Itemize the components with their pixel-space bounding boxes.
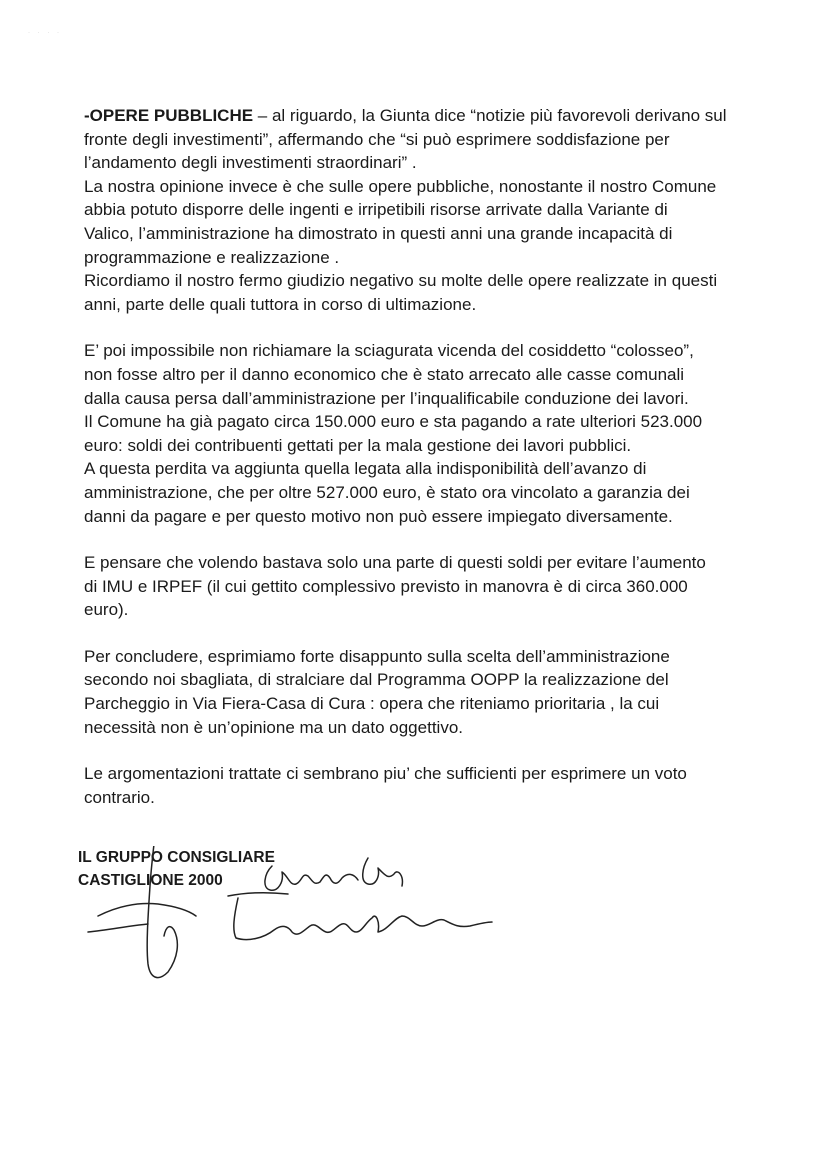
text-line: amministrazione, che per oltre 527.000 euro, è stato ora vincolato a garanzia dei <box>84 482 690 502</box>
document-body <box>84 104 764 809</box>
text-line: Ricordiamo il nostro fermo giudizio negativo su molte delle opere realizzate in questi <box>84 271 718 291</box>
text-line: euro: soldi dei contribuenti gettati per la mala gestione dei lavori pubblici. <box>84 435 632 455</box>
text-line: danni da pagare e per questo motivo non può essere impiegato diversamente. <box>84 506 673 526</box>
handwritten-signatures <box>78 846 518 986</box>
text-line: Valico, l’amministrazione ha dimostrato in questi anni una grande incapacità di <box>84 223 673 243</box>
scan-artifact: · · · · <box>28 30 62 36</box>
section-heading: -OPERE PUBBLICHE <box>84 106 254 125</box>
text-line: fronte degli investimenti”, affermando che “si può esprimere soddisfazione per <box>84 129 670 149</box>
signature-stroke-2 <box>98 904 196 917</box>
text-line: Il Comune ha già pagato circa 150.000 euro e sta pagando a rate ulteriori 523.000 <box>84 412 703 432</box>
text-line: -OPERE PUBBLICHE – al riguardo, la Giunta dice “notizie più favorevoli derivano sul <box>84 106 727 125</box>
text-line: E pensare che volendo bastava solo una parte di questi soldi per evitare l’aumento <box>84 553 706 573</box>
text-line: necessità non è un’opinione ma un dato oggettivo. <box>84 717 463 737</box>
signature-stroke-3 <box>88 924 148 932</box>
text-line: A questa perdita va aggiunta quella legata alla indisponibilità dell’avanzo di <box>84 459 647 479</box>
paragraph-colosseo <box>84 339 764 528</box>
paragraph-conclusion <box>84 645 764 739</box>
group-name-line-1: IL GRUPPO CONSIGLIARE <box>78 849 275 866</box>
text-line: euro). <box>84 600 129 620</box>
signature-stroke-1 <box>147 846 177 978</box>
text-line: secondo noi sbagliata, di stralciare dal Programma OOPP la realizzazione del <box>84 670 669 690</box>
text-line: di IMU e IRPEF (il cui gettito complessivo previsto in manovra è di circa 360.000 <box>84 576 688 596</box>
paragraph-vote <box>84 762 764 809</box>
text-line: abbia potuto disporre delle ingenti e irripetibili risorse arrivate dalla Variante di <box>84 200 668 220</box>
signature-name-1b <box>363 858 403 886</box>
text-line: Per concludere, esprimiamo forte disappunto sulla scelta dell’amministrazione <box>84 646 670 666</box>
text-line: Le argomentazioni trattate ci sembrano piu’ che sufficienti per esprimere un voto <box>84 764 687 784</box>
signature-block <box>78 846 518 986</box>
signature-name-2 <box>228 893 492 940</box>
text-line: anni, parte delle quali tuttora in corso di ultimazione. <box>84 294 477 314</box>
text-line: E’ poi impossibile non richiamare la sciagurata vicenda del cosiddetto “colosseo”, <box>84 341 694 361</box>
paragraph-imu-irpef <box>84 551 764 622</box>
text-line: programmazione e realizzazione . <box>84 247 340 267</box>
signature-name-1 <box>265 866 358 890</box>
text-line: contrario. <box>84 787 155 807</box>
text-line: La nostra opinione invece è che sulle opere pubbliche, nonostante il nostro Comune <box>84 176 717 196</box>
paragraph-opere-pubbliche <box>84 104 764 316</box>
group-name-line-2: CASTIGLIONE 2000 <box>78 872 223 889</box>
text-line: dalla causa persa dall’amministrazione per l’inqualificabile conduzione dei lavori. <box>84 388 689 408</box>
text-line: non fosse altro per il danno economico che è stato arrecato alle casse comunali <box>84 364 685 384</box>
text-line: l’andamento degli investimenti straordinari” . <box>84 153 417 173</box>
text-line: Parcheggio in Via Fiera-Casa di Cura : opera che riteniamo prioritaria , la cui <box>84 694 660 714</box>
